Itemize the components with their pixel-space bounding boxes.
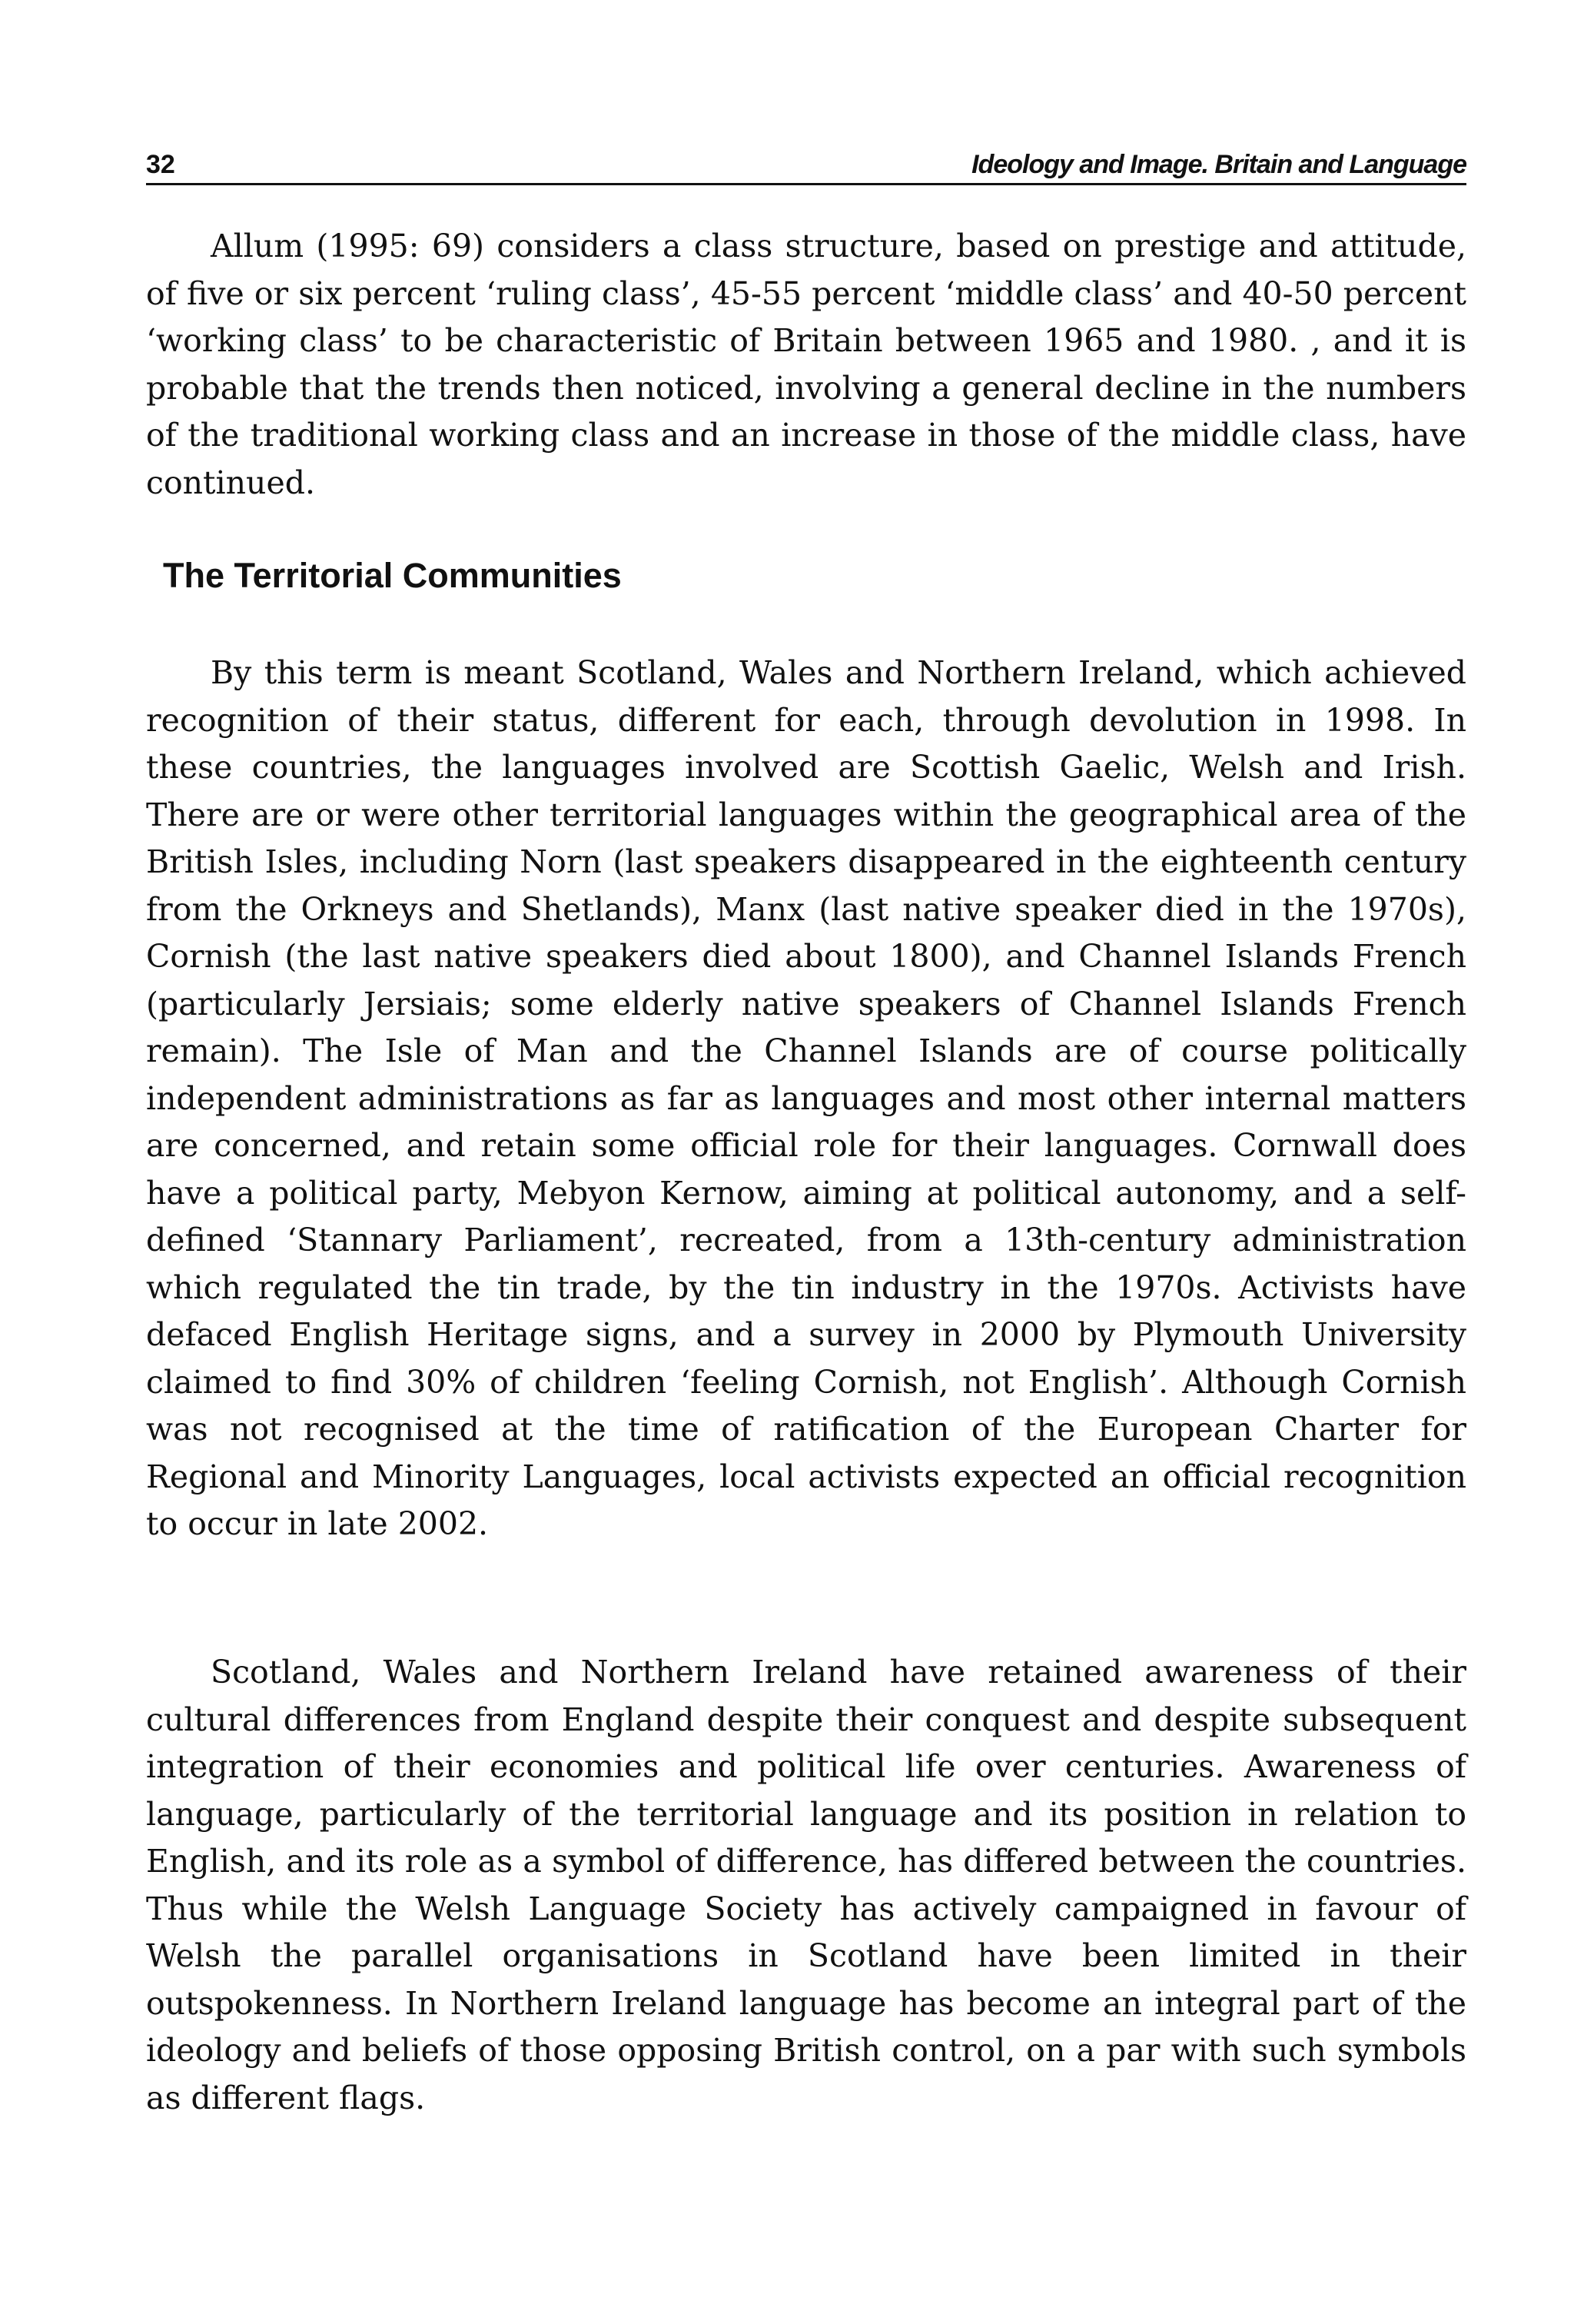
running-title: Ideology and Image. Britain and Language xyxy=(971,150,1466,179)
section-heading: The Territorial Communities xyxy=(163,556,622,595)
running-head xyxy=(146,149,1466,185)
page-number: 32 xyxy=(146,150,175,179)
paragraph-class-structure: Allum (1995: 69) considers a class structure, based on prestige and attitude, of five or six percent ‘ruling class’, 45-55 percent ‘middle class’ and 40-50 percent ‘working class’ to be characteristic of Britain between 1965 and 1980. , and it is probable that the trends then noticed, involving a general decline in the numbers of the traditional working class and an increase in those of the middle class, have continued. xyxy=(146,228,1466,501)
paragraph-territorial-languages: By this term is meant Scotland, Wales and Northern Ireland, which achieved recognition of their status, different for each, through devolution in 1998. In these countries, the languages involved are Scottish Gaelic, Welsh and Irish. There are or were other territorial languages within the geographical area of the British Isles, including Norn (last speakers disappeared in the eighteenth century from the Orkneys and Shetlands), Manx (last native speaker died in the 1970s), Cornish (the last native speakers died about 1800), and Channel Islands French (particularly Jersiais; some elderly native speakers of Channel Islands French remain). The Isle of Man and the Channel Islands are of course politically independent administrations as far as languages and most other internal matters are concerned, and retain some official role for their languages. Cornwall does have a political party, Mebyon Kernow, aiming at political autonomy, and a self-defined ‘Stannary Parliament’, recreated, from a 13th-century administration which regulated the tin trade, by the tin industry in the 1970s. Activists have defaced English Heritage signs, and a survey in 2000 by Plymouth University claimed to find 30% of children ‘feeling Cornish, not English’. Although Cornish was not recognised at the time of ratification of the European Charter for Regional and Minority Languages, local activists expected an official recognition to occur in late 2002. xyxy=(146,654,1466,1542)
paragraph-cultural-differences: Scotland, Wales and Northern Ireland have retained awareness of their cultural differences from England despite their conquest and despite subsequent integration of their economies and political life over centuries. Awareness of language, particularly of the territorial language and its position in relation to English, and its role as a symbol of difference, has differed between the countries. Thus while the Welsh Language Society has actively campaigned in favour of Welsh the parallel organisations in Scotland have been limited in their outspokenness. In Northern Ireland language has become an integral part of the ideology and beliefs of those opposing British control, on a par with such symbols as different flags. xyxy=(146,1654,1466,2116)
